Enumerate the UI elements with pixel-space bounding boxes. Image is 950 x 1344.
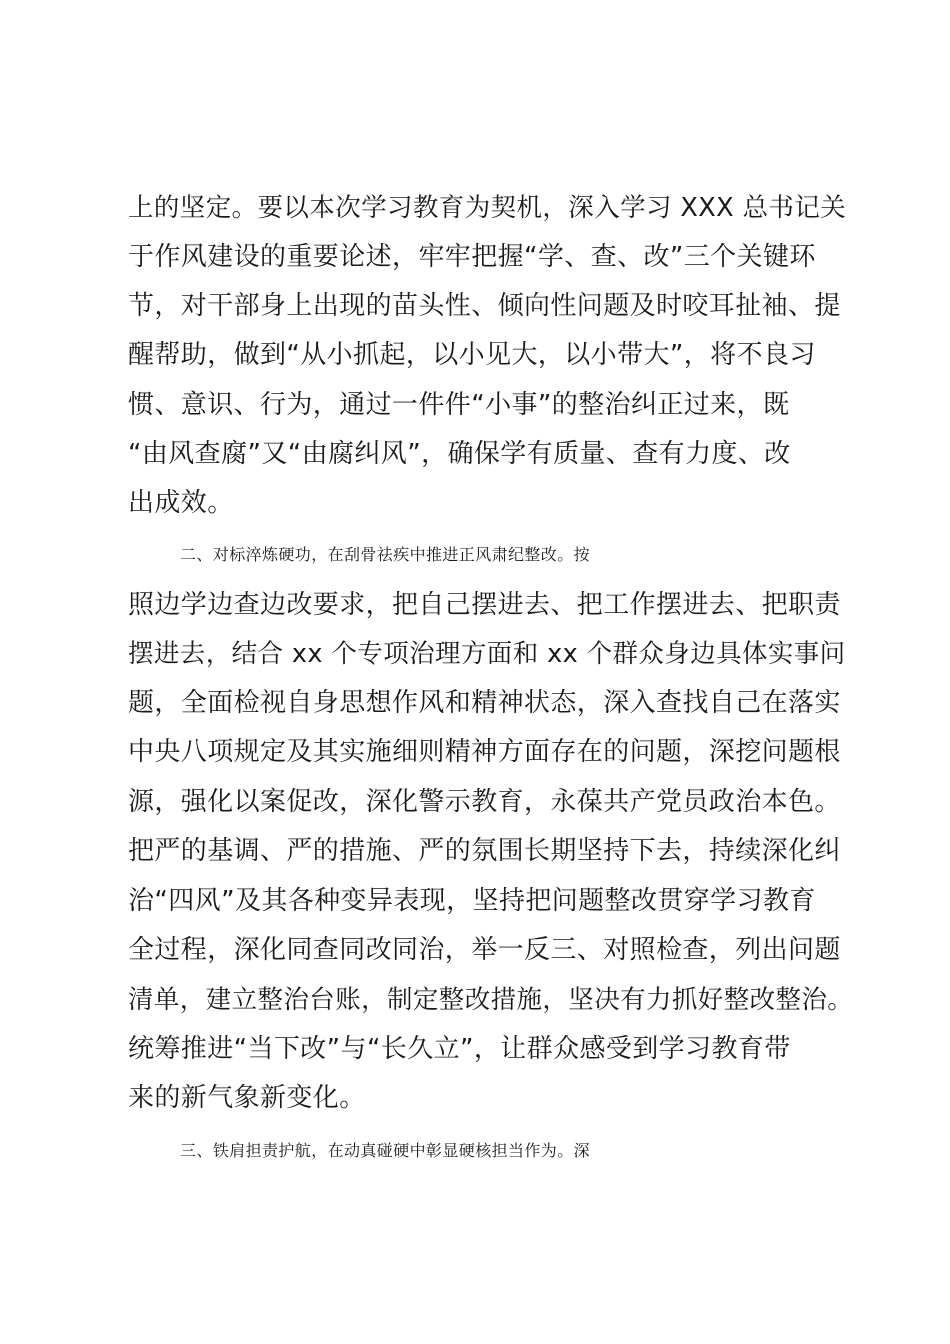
text-line: 出成效。 — [128, 488, 234, 518]
text-line: 于作风建设的重要论述，牢牢把握“学、查、改”三个关键环 — [128, 242, 816, 272]
text-line: 来的新气象新变化。 — [128, 1083, 366, 1113]
text-line: 中央八项规定及其实施细则精神方面存在的问题，深挖问题根 — [128, 737, 841, 767]
text-line: 醒帮助，做到“从小抓起，以小见大，以小带大”，将不良习 — [128, 340, 816, 370]
text-line: 照边学边查边改要求，把自己摆进去、把工作摆进去、把职责 — [128, 590, 841, 620]
text-line: 节，对干部身上出现的苗头性、倾向性问题及时咬耳扯袖、提 — [128, 291, 841, 321]
text-line: “由风查腐”又“由腐纠风”，确保学有质量、查有力度、改 — [128, 439, 791, 469]
text-line: 治“四风”及其各种变异表现，坚持把问题整改贯穿学习教育 — [128, 886, 816, 916]
text-line: 摆进去，结合 xx 个专项治理方面和 xx 个群众身边具体实事问 — [128, 639, 846, 669]
text-line: 全过程，深化同查同改同治，举一反三、对照检查，列出问题 — [128, 935, 841, 965]
paragraph-heading-3: 三、铁肩担责护航，在动真碰硬中彰显硬核担当作为。深 — [180, 1141, 591, 1160]
text-line: 统筹推进“当下改”与“长久立”，让群众感受到学习教育带 — [128, 1034, 791, 1064]
text-line: 清单，建立整治台账，制定整改措施，坚决有力抓好整改整治。 — [128, 985, 854, 1015]
paragraph-heading-2: 二、对标淬炼硬功，在刮骨祛疾中推进正风肃纪整改。按 — [180, 545, 591, 564]
text-line: 题，全面检视自身思想作风和精神状态，深入查找自己在落实 — [128, 688, 841, 718]
text-line: 把严的基调、严的措施、严的氛围长期坚持下去，持续深化纠 — [128, 836, 841, 866]
text-line: 惯、意识、行为，通过一件件“小事”的整治纠正过来，既 — [128, 390, 790, 420]
text-line: 源，强化以案促改，深化警示教育，永葆共产党员政治本色。 — [128, 787, 841, 817]
text-line: 上的坚定。要以本次学习教育为契机，深入学习 XXX 总书记关 — [128, 193, 847, 223]
